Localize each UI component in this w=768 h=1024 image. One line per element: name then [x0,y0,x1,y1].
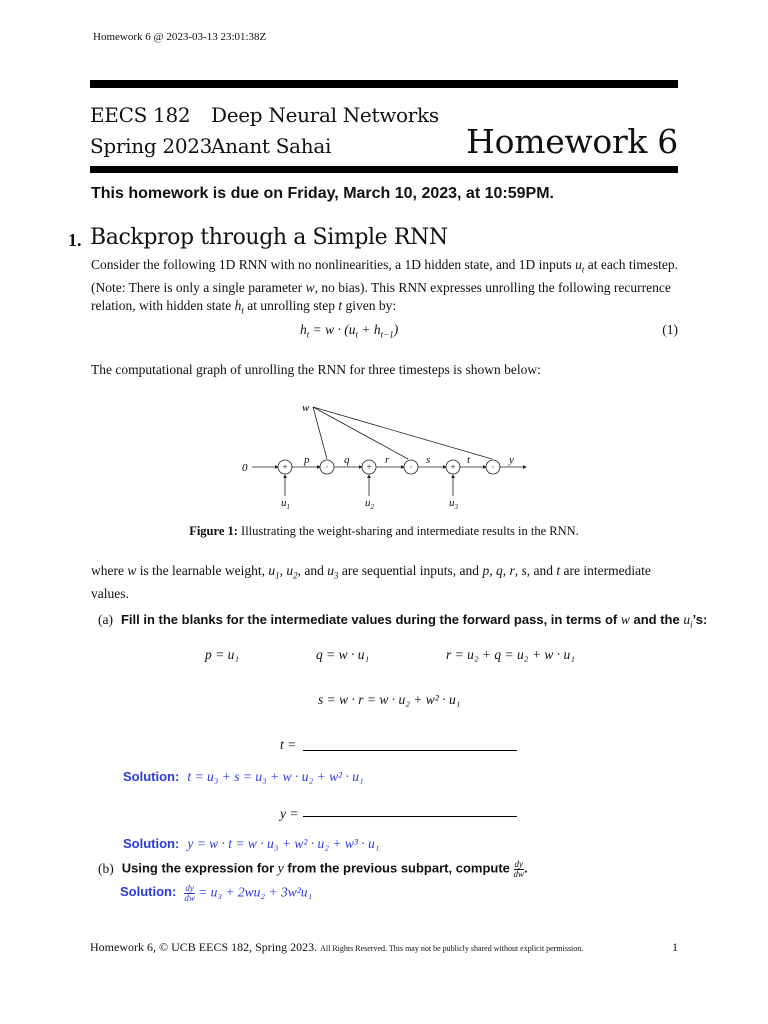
solution-derivative: Solution: $\frac{dy}{dw}$ = u₃ + 2wu₂ + 3w²u₁ [120,883,313,903]
equation-r: r = u₂ + q = u₂ + w · u₁ [446,647,575,662]
input-label-u3: $u_3$ [449,497,458,511]
timestamp: Homework 6 @ 2023-03-13 23:01:38Z [93,31,267,43]
course-title: Deep Neural Networks [211,103,439,127]
equation-number: (1) [662,322,678,337]
blank-y-label: y = [280,806,299,821]
page-number: 1 [672,940,678,954]
homework-title: Homework 6 [466,122,678,161]
dy-dw-fraction: $\frac{dy}{dw}$ [513,859,525,879]
dy-dw-fraction: $\frac{dy}{dw}$ [184,883,195,903]
semester: Spring 2023 [90,134,213,158]
header-rule-top [90,80,678,88]
input-zero-label: 0 [242,462,248,474]
header-rule-bottom [90,166,678,173]
question-title: Backprop through a Simple RNN [90,225,448,250]
solution-t: Solution: t = u₃ + s = u₃ + w · u₂ + w² · u₁ [123,769,364,784]
edge-label-r: r [385,454,390,466]
part-a-prompt: (a) Fill in the blanks for the intermediate values during the forward pass, in terms of w and the $u_i’s$: [98,612,708,630]
figure-caption: Figure 1: Illustrating the weight-sharing and intermediate results in the RNN. [189,524,579,538]
input-label-u2: $u_2$ [365,497,374,511]
equation-p: p = u₁ [205,647,240,662]
solution-y: Solution: y = w · t = w · u₃ + w² · u₂ + w³ · u₁ [123,836,380,851]
times-symbol: · [491,462,495,472]
where-paragraph: where w is the learnable weight, $u_1$, $u_2$, and $u_3$ are sequential inputs, and p, q, r, s, and t are intermediate values. [91,563,651,601]
equation-q: q = w · u₁ [316,647,370,662]
edge-label-q: q [344,454,350,466]
plus-symbol: + [450,462,456,472]
instructor: Anant Sahai [211,134,332,158]
forward-edges [252,467,526,496]
times-symbol: · [325,462,329,472]
blank-y-line[interactable] [303,816,517,817]
weight-label: w [302,402,310,414]
due-date: This homework is due on Friday, March 10, 2023, at 10:59PM. [91,185,554,202]
blank-t-label: t = [280,737,297,752]
graph-intro: The computational graph of unrolling the RNN for three timesteps is shown below: [91,362,541,377]
course-code: EECS 182 [90,103,191,127]
rnn-computational-graph [230,393,540,518]
edge-label-p: p [304,454,310,466]
edge-label-t: t [467,454,471,466]
plus-symbol: + [282,462,288,472]
edge-label-y: y [509,454,514,466]
part-b-prompt: (b) Using the expression for y from the previous subpart, compute $\frac{dy}{dw}$ . [98,859,528,879]
footer-copyright: Homework 6, © UCB EECS 182, Spring 2023. All Rights Reserved. This may not be publicly shared without explicit permission. [90,940,584,954]
input-label-u1: $u_1$ [281,497,290,511]
recurrence-equation: $h_t = w \cdot (u_t + h_{t-1})$ [300,322,399,340]
edge-label-s: s [426,454,431,466]
question-number: 1. [68,230,82,250]
equation-s: s = w · r = w · u₂ + w² · u₁ [318,692,461,707]
plus-symbol: + [366,462,372,472]
blank-t-line[interactable] [303,750,517,751]
question-intro: Consider the following 1D RNN with no nonlinearities, a 1D hidden state, and 1D inputs $u_t$ at each timestep. (Note: There is only a single parameter w, no bias). This RNN expresses unrolling the following recurrence relation, with hidden state $h_t$ at unrolling step t given by: [91,257,679,316]
weight-edges [313,407,492,459]
times-symbol: · [409,462,413,472]
